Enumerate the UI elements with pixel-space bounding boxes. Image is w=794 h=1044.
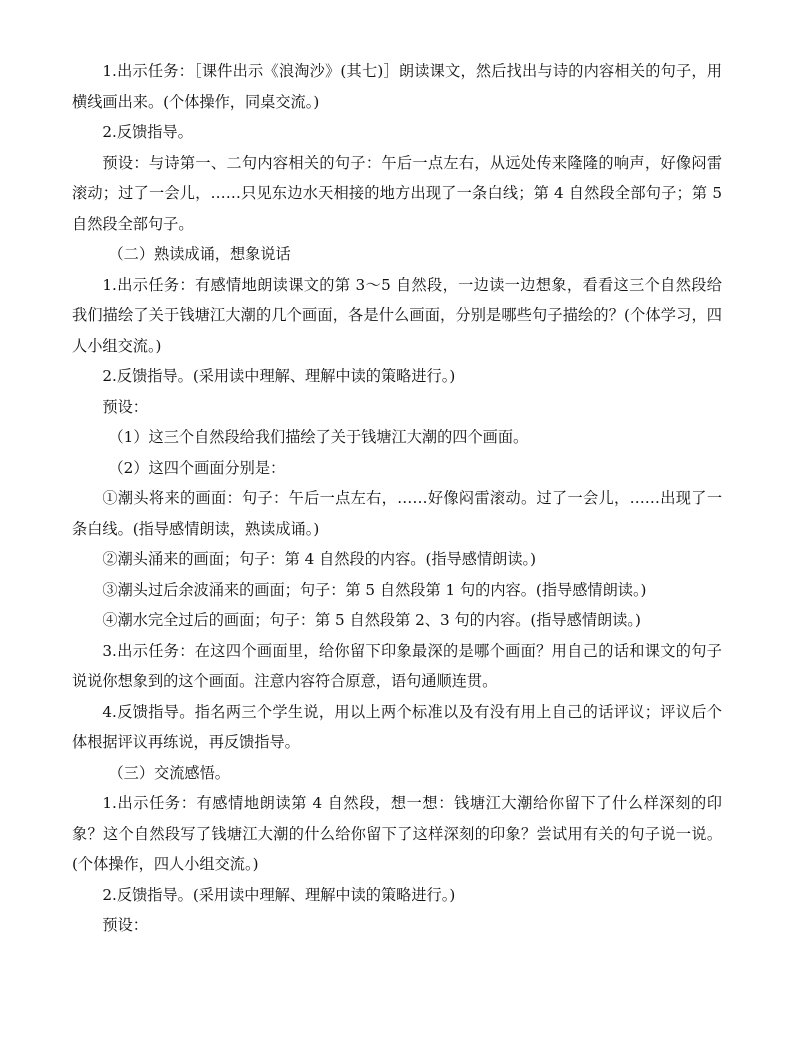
paragraph-scene-4: ④潮水完全过后的画面；句子：第 5 自然段第 2、3 句的内容。(指导感情朗读。) <box>102 611 641 629</box>
paragraph-scene-2: ②潮头涌来的画面；句子：第 4 自然段的内容。(指导感情朗读。) <box>102 550 537 568</box>
paragraph-point-2: （2）这四个画面分别是： <box>108 458 286 477</box>
paragraph-feedback-2: 2.反馈指导。(采用读中理解、理解中读的策略进行。) <box>102 367 456 385</box>
paragraph-point-1: （1）这三个自然段给我们描绘了关于钱塘江大潮的四个画面。 <box>108 428 529 446</box>
paragraph-scene-1: ①潮头将来的画面：句子：午后一点左右，……好像闷雷滚动。过了一会儿，……出现了一条白线。(指导感情朗读，熟读成诵。) <box>72 489 722 538</box>
paragraph-task-1: 1.出示任务：［课件出示《浪淘沙》(其七)］朗读课文，然后找出与诗的内容相关的句子，用横线画出来。(个体操作，同桌交流。) <box>72 62 722 111</box>
paragraph-task-3: 3.出示任务：在这四个画面里，给你留下印象最深的是哪个画面？用自己的话和课文的句子说说你想象到的这个画面。注意内容符合原意，语句通顺连贯。 <box>72 641 722 690</box>
paragraph-task-2: 1.出示任务：有感情地朗读课文的第 3～5 自然段，一边读一边想象，看看这三个自然段给我们描绘了关于钱塘江大潮的几个画面，各是什么画面，分别是哪些句子描绘的？(个体学习，四人小组交流。) <box>72 275 722 355</box>
paragraph-feedback-1: 2.反馈指导。 <box>102 123 193 141</box>
paragraph-feedback-4: 4.反馈指导。指名两三个学生说，用以上两个标准以及有没有用上自己的话评议；评议后个体根据评议再练说，再反馈指导。 <box>72 702 722 751</box>
paragraph-scene-3: ③潮头过后余波涌来的画面；句子：第 5 自然段第 1 句的内容。(指导感情朗读。) <box>102 580 647 599</box>
document-page <box>72 56 722 941</box>
section-heading-3: （三）交流感悟。 <box>108 763 230 782</box>
paragraph-preset-3: 预设： <box>102 916 148 934</box>
paragraph-feedback-5: 2.反馈指导。(采用读中理解、理解中读的策略进行。) <box>102 885 456 904</box>
paragraph-preset-1: 预设：与诗第一、二句内容相关的句子：午后一点左右，从远处传来隆隆的响声，好像闷雷滚动；过了一会儿，……只见东边水天相接的地方出现了一条白线；第 4 自然段全部句子；第 5 自然段全部句子。 <box>72 153 722 233</box>
paragraph-task-4: 1.出示任务：有感情地朗读第 4 自然段，想一想：钱塘江大潮给你留下了什么样深刻的印象？这个自然段写了钱塘江大潮的什么给你留下了这样深刻的印象？尝试用有关的句子说一说。(个体操作，四人小组交流。) <box>72 794 722 873</box>
section-heading-2: （二）熟读成诵，想象说话 <box>108 245 291 263</box>
paragraph-preset-2: 预设： <box>102 397 148 416</box>
